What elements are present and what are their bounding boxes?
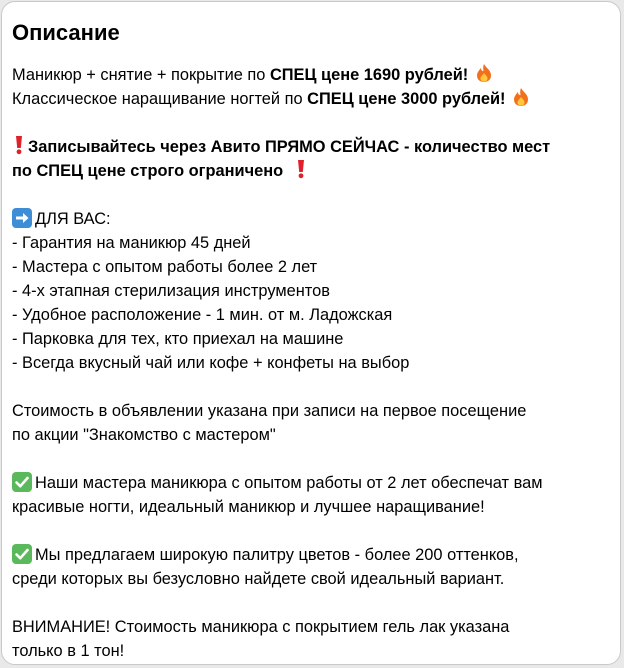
urgent-text-1: Записывайтесь через Авито ПРЯМО СЕЙЧАС - количество мест [28, 138, 551, 156]
palette-text-1: Мы предлагаем широкую палитру цветов - более 200 оттенков, [35, 546, 519, 564]
masters-text-1: Наши мастера маникюра с опытом работы от 2 лет обеспечат вам [35, 474, 543, 492]
section-title: Описание [12, 20, 120, 45]
exclamation-icon [296, 159, 306, 179]
promo-manicure-price: СПЕЦ цене 1690 рублей! [269, 66, 469, 84]
price-note-line-1: Стоимость в объявлении указана при записи на первое посещение [12, 402, 527, 420]
warning-line-1: ВНИМАНИЕ! Стоимость маникюра с покрытием гель лак указана [12, 618, 510, 636]
description-text [12, 63, 616, 663]
right-arrow-icon [12, 208, 32, 228]
urgent-line-2 [12, 159, 616, 183]
check-mark-icon [12, 472, 32, 492]
palette-line-2: среди которых вы безусловно найдете свой идеальный вариант. [12, 570, 505, 588]
list-item: - Удобное расположение - 1 мин. от м. Ладожская [12, 306, 393, 324]
urgent-text-2: по СПЕЦ цене строго ограничено [12, 162, 284, 180]
palette-line-1 [12, 543, 616, 567]
exclamation-icon [14, 135, 24, 155]
promo-line-manicure [12, 63, 616, 87]
urgent-line-1 [12, 135, 616, 159]
list-item: - Мастера с опытом работы более 2 лет [12, 258, 318, 276]
for-you-heading-line [12, 207, 616, 231]
fire-icon [475, 63, 493, 83]
for-you-heading: ДЛЯ ВАС: [35, 210, 111, 228]
promo-extension-text: Классическое наращивание ногтей по [12, 90, 308, 108]
promo-manicure-text: Маникюр + снятие + покрытие по [12, 66, 270, 84]
masters-line-1 [12, 471, 616, 495]
check-mark-icon [12, 544, 32, 564]
list-item: - Гарантия на маникюр 45 дней [12, 234, 251, 252]
fire-icon [512, 87, 530, 107]
list-item: - Парковка для тех, кто приехал на машине [12, 330, 344, 348]
masters-line-2: красивые ногти, идеальный маникюр и лучшее наращивание! [12, 498, 485, 516]
description-card [1, 1, 621, 665]
list-item: - 4-х этапная стерилизация инструментов [12, 282, 330, 300]
promo-extension-price: СПЕЦ цене 3000 рублей! [307, 90, 506, 108]
price-note-line-2: по акции "Знакомство с мастером" [12, 426, 276, 444]
warning-line-2: только в 1 тон! [12, 642, 125, 660]
promo-line-extension [12, 87, 616, 111]
list-item: - Всегда вкусный чай или кофе + конфеты на выбор [12, 354, 410, 372]
